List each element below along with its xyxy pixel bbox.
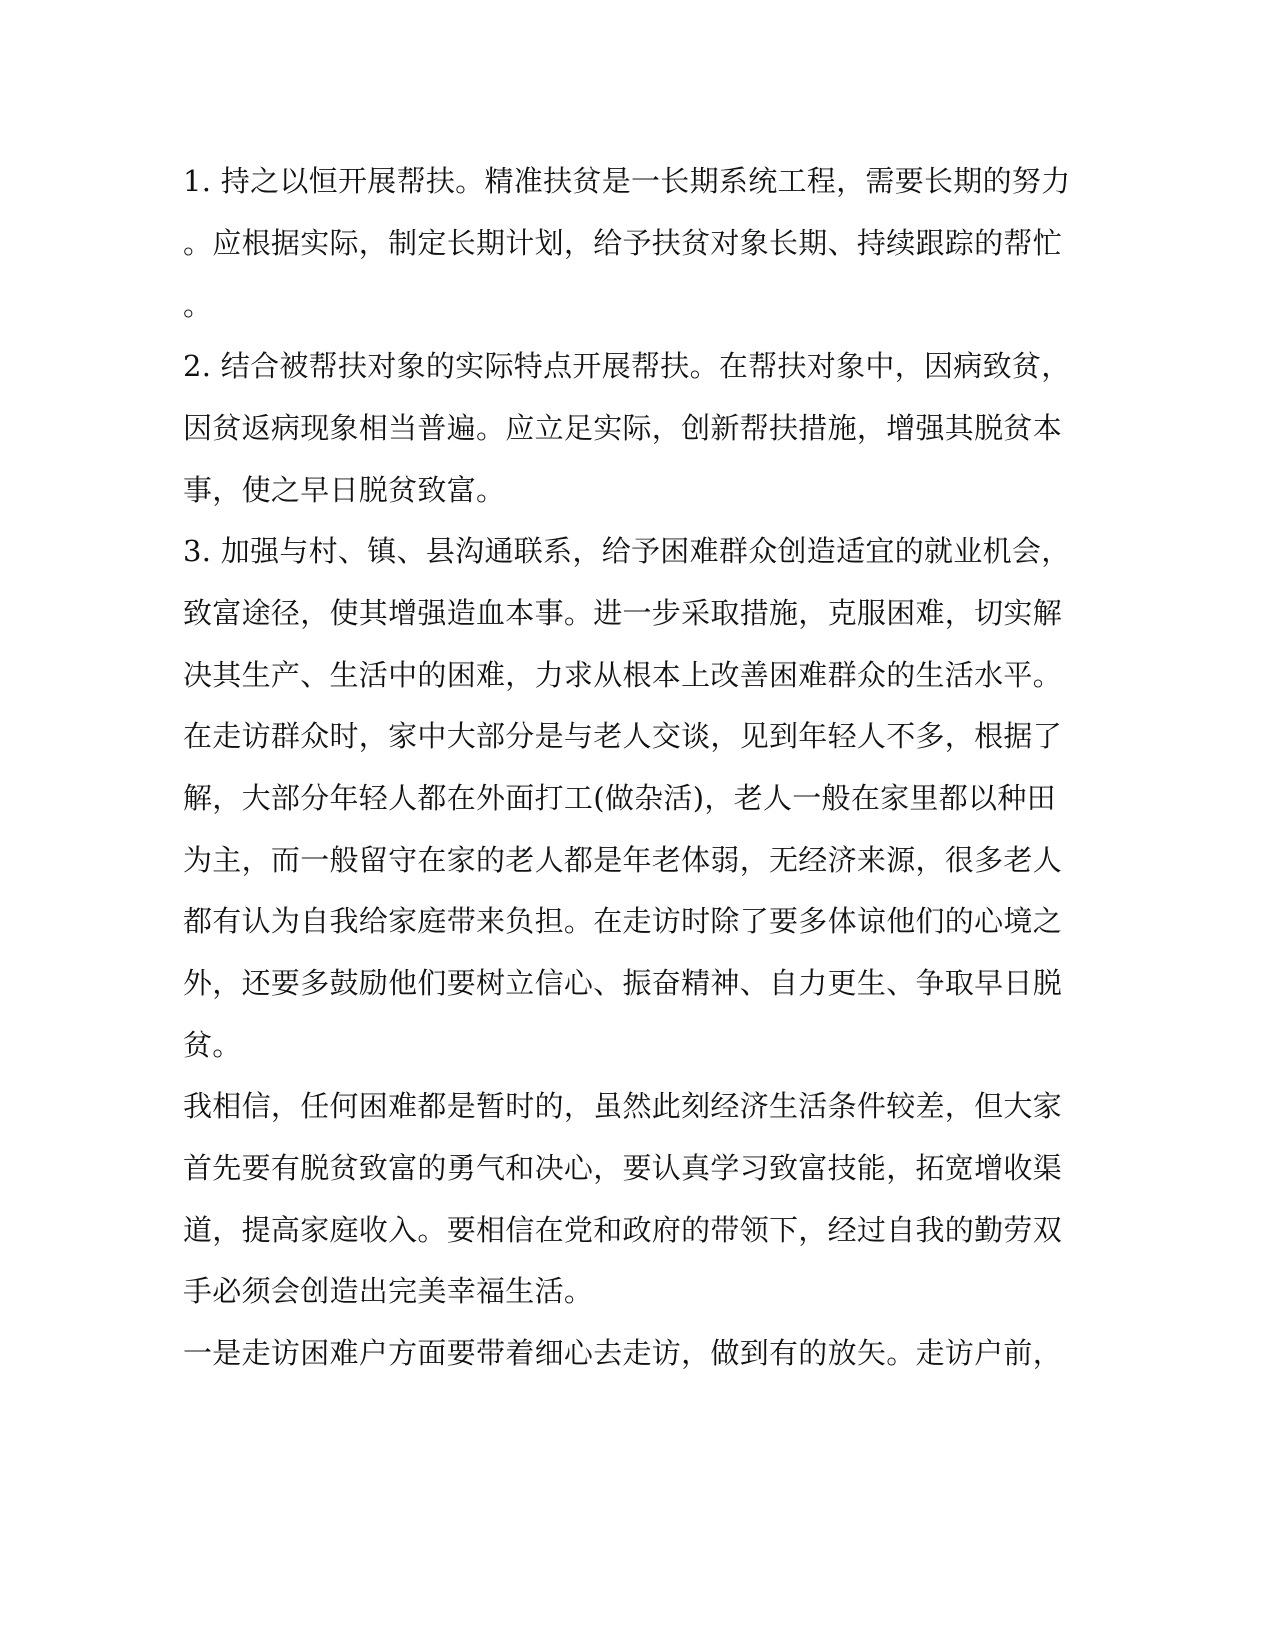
text-line: 3. 加强与村、镇、县沟通联系，给予困难群众创造适宜的就业机会， xyxy=(183,534,1071,568)
text-line: 外，还要多鼓励他们要树立信心、振奋精神、自力更生、争取早日脱 xyxy=(183,966,1063,1000)
text-line: 决其生产、生活中的困难，力求从根本上改善困难群众的生活水平。 xyxy=(183,658,1063,692)
text-line: 2. 结合被帮扶对象的实际特点开展帮扶。在帮扶对象中，因病致贫， xyxy=(183,349,1071,383)
text-line: 一是走访困难户方面要带着细心去走访，做到有的放矢。走访户前， xyxy=(183,1336,1063,1370)
text-line: 1. 持之以恒开展帮扶。精准扶贫是一长期系统工程，需要长期的努力 xyxy=(183,164,1071,198)
text-line: 为主，而一般留守在家的老人都是年老体弱，无经济来源，很多老人 xyxy=(183,843,1063,877)
text-line: 道，提高家庭收入。要相信在党和政府的带领下，经过自我的勤劳双 xyxy=(183,1213,1063,1247)
text-line: 致富途径，使其增强造血本事。进一步采取措施，克服困难，切实解 xyxy=(183,596,1063,630)
text-line: 都有认为自我给家庭带来负担。在走访时除了要多体谅他们的心境之 xyxy=(183,904,1063,938)
text-line: 。应根据实际，制定长期计划，给予扶贫对象长期、持续跟踪的帮忙 xyxy=(183,226,1063,260)
text-line: 手必须会创造出完美幸福生活。 xyxy=(183,1274,594,1308)
text-line: 解，大部分年轻人都在外面打工(做杂活)，老人一般在家里都以种田 xyxy=(183,781,1056,815)
text-line: 。 xyxy=(183,288,213,322)
text-line: 在走访群众时，家中大部分是与老人交谈，见到年轻人不多，根据了 xyxy=(183,719,1063,753)
text-line: 贫。 xyxy=(183,1028,242,1062)
text-line: 事，使之早日脱贫致富。 xyxy=(183,473,506,507)
text-line: 首先要有脱贫致富的勇气和决心，要认真学习致富技能，拓宽增收渠 xyxy=(183,1151,1063,1185)
text-line: 因贫返病现象相当普遍。应立足实际，创新帮扶措施，增强其脱贫本 xyxy=(183,411,1063,445)
text-line: 我相信，任何困难都是暂时的，虽然此刻经济生活条件较差，但大家 xyxy=(183,1089,1063,1123)
